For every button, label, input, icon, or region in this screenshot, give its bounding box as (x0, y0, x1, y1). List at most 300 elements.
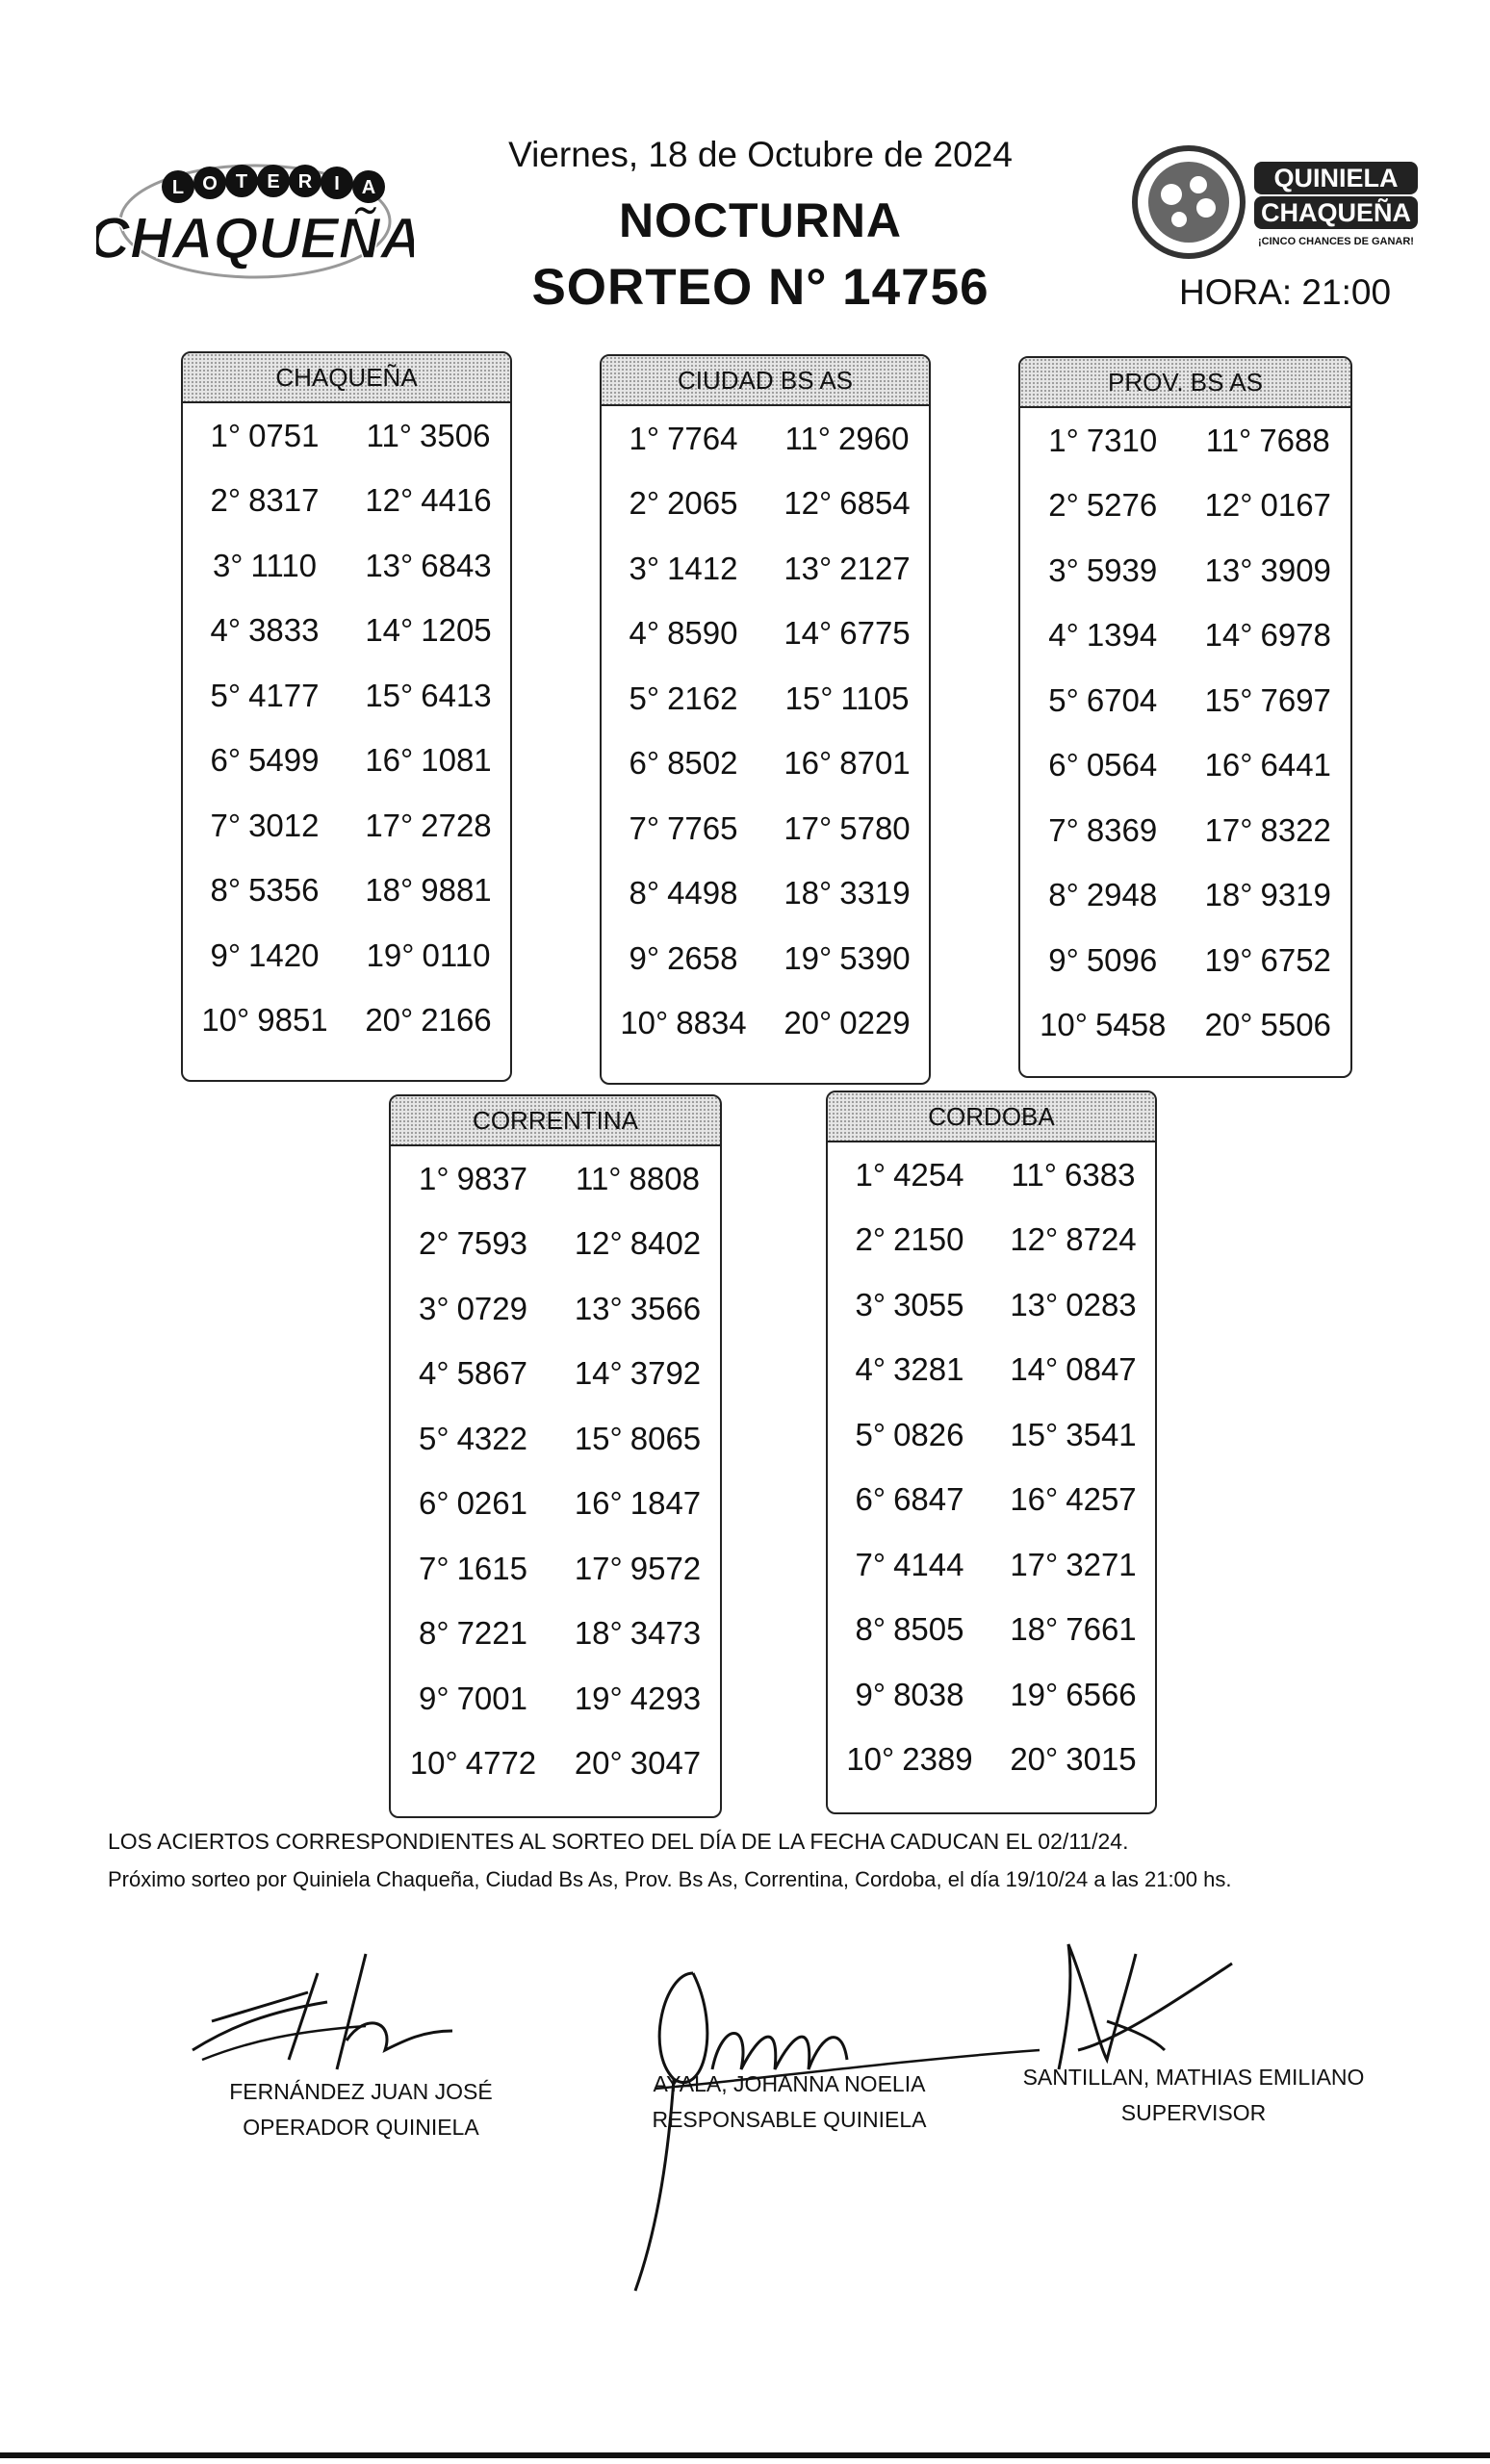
results-box-title: CHAQUEÑA (183, 353, 510, 403)
result-number: 3473 (629, 1615, 702, 1652)
result-row (183, 599, 510, 664)
draw-time: HORA: 21:00 (1178, 272, 1392, 312)
result-cell (1020, 487, 1186, 524)
result-cell (1186, 747, 1351, 783)
result-cell (602, 615, 765, 652)
result-cell (602, 940, 765, 977)
result-cell (347, 548, 510, 584)
result-number: 9572 (629, 1550, 702, 1586)
result-number: 9881 (421, 872, 492, 909)
result-cell (828, 1287, 991, 1323)
result-cell (347, 418, 510, 454)
result-number: 3281 (893, 1351, 964, 1388)
draw-date: Viernes, 18 de Octubre de 2024 (508, 135, 1013, 174)
result-position: 11° (784, 420, 832, 456)
result-position: 10° (1040, 1007, 1088, 1043)
result-number: 4177 (248, 677, 320, 713)
result-position: 3° (1048, 552, 1079, 588)
result-number: 6752 (1260, 941, 1331, 978)
result-number: 5506 (1260, 1007, 1331, 1043)
result-position: 14° (784, 615, 833, 652)
result-cell (555, 1551, 720, 1587)
result-number: 0283 (1066, 1286, 1137, 1322)
loteria-chaquena-logo (96, 144, 414, 279)
result-number: 0167 (1260, 487, 1331, 524)
result-number: 2065 (667, 485, 738, 522)
result-number: 3566 (629, 1290, 702, 1326)
result-row (1020, 668, 1350, 733)
result-number: 0826 (893, 1416, 964, 1452)
result-cell (347, 808, 510, 844)
result-cell (765, 745, 929, 782)
result-position: 17° (1010, 1546, 1059, 1582)
result-position: 6° (419, 1485, 450, 1522)
result-row (828, 1532, 1155, 1598)
logo-right-tagline: ¡CINCO CHANCES DE GANAR! (1258, 236, 1414, 247)
result-row (183, 793, 510, 859)
result-position: 6° (1048, 747, 1079, 783)
result-cell (602, 485, 765, 522)
result-cell (765, 551, 929, 587)
result-position: 9° (629, 939, 660, 976)
result-row (391, 1472, 720, 1537)
result-position: 12° (1204, 487, 1253, 524)
result-position: 8° (210, 872, 242, 909)
results-rows (183, 403, 510, 1053)
result-row (828, 1402, 1155, 1468)
result-cell (1186, 812, 1351, 849)
svg-text:I: I (334, 173, 340, 194)
result-cell (1020, 423, 1186, 459)
result-position: 5° (1048, 681, 1079, 718)
result-number: 6413 (421, 677, 492, 713)
result-cell (183, 742, 347, 779)
result-position: 1° (855, 1156, 886, 1193)
result-cell (602, 551, 765, 587)
results-box-chaquena (181, 351, 512, 1082)
result-position: 20° (365, 1002, 414, 1039)
svg-text:E: E (267, 171, 280, 192)
quiniela-logo-graphic (1121, 144, 1429, 270)
result-position: 7° (629, 809, 660, 846)
next-draw-note: Próximo sorteo por Quiniela Chaqueña, Ciudad Bs As, Prov. Bs As, Correntina, Cordoba, el día 19/10/24 a las 21:00 hs. (108, 1867, 1232, 1891)
result-position: 1° (1048, 422, 1079, 458)
svg-text:L: L (171, 177, 185, 198)
result-cell (1186, 682, 1351, 719)
result-cell (991, 1741, 1155, 1778)
result-number: 6704 (1086, 681, 1158, 718)
result-cell (602, 680, 765, 717)
result-position: 9° (419, 1680, 450, 1716)
result-number: 0564 (1086, 747, 1158, 783)
results-rows (1020, 408, 1350, 1058)
result-number: 2162 (667, 680, 738, 716)
result-row (391, 1406, 720, 1472)
signatory-role: OPERADOR QUINIELA (243, 2115, 479, 2140)
result-cell (765, 421, 929, 457)
result-cell (555, 1615, 720, 1652)
result-row (391, 1602, 720, 1667)
result-cell (602, 1005, 765, 1041)
result-cell (555, 1681, 720, 1717)
signatory-supervisor (1001, 2060, 1386, 2131)
result-cell (765, 680, 929, 717)
result-cell (1186, 617, 1351, 654)
results-box-title: CORRENTINA (391, 1096, 720, 1146)
result-row (1020, 993, 1350, 1059)
result-number: 6978 (1260, 617, 1331, 654)
result-position: 3° (419, 1290, 450, 1326)
result-position: 10° (846, 1741, 895, 1778)
result-number: 0847 (1066, 1351, 1137, 1388)
result-number: 7661 (1066, 1611, 1137, 1648)
result-position: 17° (574, 1550, 623, 1586)
result-position: 4° (419, 1355, 450, 1392)
results-box-title: CORDOBA (828, 1092, 1155, 1142)
result-cell (828, 1611, 991, 1648)
result-position: 17° (1204, 811, 1253, 848)
signatory-role: RESPONSABLE QUINIELA (652, 2107, 927, 2132)
result-position: 9° (210, 937, 242, 973)
result-number: 0261 (456, 1485, 527, 1522)
result-cell (991, 1547, 1155, 1583)
result-row (602, 406, 929, 472)
result-cell (602, 745, 765, 782)
result-position: 15° (784, 680, 834, 716)
result-row (183, 663, 510, 729)
result-cell (828, 1221, 991, 1258)
result-row (602, 796, 929, 861)
result-cell (765, 810, 929, 847)
result-cell (1186, 487, 1351, 524)
logo-left-brand-text: CHAQUEÑA (96, 206, 414, 270)
result-number: 3015 (1066, 1741, 1137, 1778)
result-row (602, 926, 929, 991)
result-number: 1847 (629, 1485, 702, 1522)
result-number: 2658 (667, 939, 738, 976)
result-number: 1394 (1086, 617, 1158, 654)
result-row (602, 732, 929, 797)
result-number: 8505 (893, 1611, 964, 1648)
result-number: 3055 (893, 1286, 964, 1322)
result-cell (391, 1225, 555, 1262)
result-cell (1020, 1007, 1186, 1043)
result-number: 8402 (629, 1225, 702, 1262)
result-number: 8590 (667, 615, 738, 652)
result-position: 16° (1010, 1481, 1059, 1518)
result-number: 6775 (839, 615, 911, 652)
result-number: 1615 (456, 1550, 527, 1586)
result-number: 3506 (420, 417, 491, 453)
result-number: 1205 (421, 612, 492, 649)
result-number: 4144 (893, 1546, 964, 1582)
result-cell (1020, 552, 1186, 589)
result-cell (183, 482, 347, 519)
result-position: 7° (1048, 811, 1079, 848)
result-cell (1020, 617, 1186, 654)
result-position: 10° (620, 1005, 669, 1041)
result-position: 15° (1010, 1416, 1059, 1452)
result-cell (183, 678, 347, 714)
result-row (828, 1272, 1155, 1338)
results-rows (602, 406, 929, 1056)
result-cell (555, 1485, 720, 1522)
result-cell (347, 872, 510, 909)
result-cell (991, 1351, 1155, 1388)
results-rows (391, 1146, 720, 1796)
result-position: 20° (1010, 1741, 1059, 1778)
result-position: 8° (629, 875, 660, 911)
result-number: 3541 (1066, 1416, 1137, 1452)
result-cell (183, 872, 347, 909)
result-number: 2389 (902, 1741, 973, 1778)
result-row (183, 988, 510, 1054)
result-number: 8317 (248, 482, 320, 519)
result-number: 3792 (629, 1355, 702, 1392)
result-number: 6441 (1260, 747, 1331, 783)
result-number: 3833 (248, 612, 320, 649)
result-position: 18° (784, 875, 833, 911)
result-position: 11° (576, 1160, 622, 1196)
result-position: 5° (419, 1420, 450, 1456)
result-row (391, 1666, 720, 1732)
result-cell (765, 940, 929, 977)
result-cell (555, 1225, 720, 1262)
result-cell (991, 1417, 1155, 1453)
result-cell (765, 615, 929, 652)
result-position: 5° (210, 677, 242, 713)
result-position: 17° (784, 809, 833, 846)
result-number: 6843 (421, 547, 492, 583)
result-position: 8° (1048, 877, 1079, 913)
result-number: 0110 (422, 937, 491, 973)
result-row (1020, 928, 1350, 993)
result-cell (183, 937, 347, 974)
result-cell (1186, 942, 1351, 979)
result-position: 13° (574, 1290, 623, 1326)
result-cell (828, 1351, 991, 1388)
result-row (183, 859, 510, 924)
result-number: 1110 (250, 547, 318, 583)
result-position: 9° (1048, 941, 1079, 978)
result-number: 2150 (893, 1221, 964, 1258)
result-position: 3° (629, 550, 660, 586)
signatory-responsable (616, 2066, 963, 2138)
result-number: 1412 (667, 550, 738, 586)
result-number: 2948 (1086, 877, 1158, 913)
result-number: 7688 (1259, 422, 1330, 458)
result-row (602, 991, 929, 1057)
result-row (391, 1536, 720, 1602)
signatory-operador (207, 2074, 515, 2145)
result-position: 7° (855, 1546, 886, 1582)
result-number: 6566 (1066, 1676, 1137, 1712)
result-row (828, 1468, 1155, 1533)
signatory-name: SANTILLAN, MATHIAS EMILIANO (1022, 2065, 1365, 2090)
result-number: 3271 (1066, 1546, 1137, 1582)
result-position: 20° (574, 1745, 623, 1782)
result-cell (828, 1157, 991, 1194)
result-row (1020, 538, 1350, 603)
result-row (391, 1146, 720, 1212)
result-position: 10° (409, 1745, 458, 1782)
result-number: 0729 (456, 1290, 527, 1326)
result-row (183, 533, 510, 599)
result-row (183, 469, 510, 534)
result-position: 12° (365, 482, 414, 519)
result-number: 4416 (421, 482, 492, 519)
result-position: 4° (629, 615, 660, 652)
result-number: 8322 (1260, 811, 1331, 848)
result-position: 6° (629, 745, 660, 782)
results-rows (828, 1142, 1155, 1792)
result-position: 18° (1010, 1611, 1059, 1648)
result-number: 5499 (248, 742, 320, 779)
signature-santillan (1020, 1935, 1309, 2079)
result-position: 16° (365, 742, 414, 779)
result-number: 4257 (1066, 1481, 1137, 1518)
draw-number: SORTEO N° 14756 (531, 259, 989, 316)
svg-text:T: T (235, 171, 248, 192)
result-cell (391, 1551, 555, 1587)
result-position: 15° (1204, 681, 1253, 718)
bottom-rule (0, 2452, 1490, 2458)
result-cell (347, 482, 510, 519)
result-cell (391, 1355, 555, 1392)
result-position: 11° (1205, 422, 1252, 458)
result-number: 7593 (456, 1225, 527, 1262)
result-position: 16° (784, 745, 833, 782)
result-row (602, 861, 929, 927)
result-position: 12° (574, 1225, 623, 1262)
signatory-role: SUPERVISOR (1120, 2100, 1267, 2125)
result-number: 2166 (421, 1002, 492, 1039)
result-number: 2960 (838, 420, 910, 456)
result-number: 0229 (839, 1005, 911, 1041)
result-number: 7310 (1086, 422, 1158, 458)
result-cell (1186, 877, 1351, 913)
result-position: 19° (1010, 1676, 1059, 1712)
result-cell (991, 1221, 1155, 1258)
result-row (828, 1338, 1155, 1403)
result-position: 1° (210, 417, 242, 453)
result-cell (391, 1485, 555, 1522)
result-cell (991, 1611, 1155, 1648)
result-number: 7001 (456, 1680, 527, 1716)
loteria-chaquena-logo-graphic (96, 144, 414, 279)
result-position: 17° (365, 807, 414, 843)
result-position: 4° (1048, 617, 1079, 654)
result-number: 3909 (1260, 552, 1331, 588)
result-position: 2° (629, 485, 660, 522)
result-position: 4° (210, 612, 242, 649)
result-number: 4254 (893, 1156, 964, 1193)
results-box-title: PROV. BS AS (1020, 358, 1350, 408)
result-cell (391, 1291, 555, 1327)
result-position: 13° (784, 550, 833, 586)
result-number: 8701 (839, 745, 911, 782)
result-position: 12° (1010, 1221, 1059, 1258)
result-position: 16° (1204, 747, 1253, 783)
result-position: 3° (212, 547, 244, 583)
result-number: 1081 (421, 742, 492, 779)
result-row (1020, 603, 1350, 669)
logo-right-line1: QUINIELA (1273, 164, 1399, 192)
result-cell (555, 1161, 720, 1197)
result-cell (828, 1481, 991, 1518)
result-position: 2° (419, 1225, 450, 1262)
result-number: 7765 (667, 809, 738, 846)
result-position: 5° (855, 1416, 886, 1452)
svg-text:A: A (361, 177, 376, 198)
result-position: 13° (1010, 1286, 1059, 1322)
result-cell (391, 1681, 555, 1717)
result-position: 4° (855, 1351, 886, 1388)
result-position: 6° (210, 742, 242, 779)
result-cell (183, 418, 347, 454)
result-cell (765, 875, 929, 911)
svg-text:O: O (202, 173, 218, 194)
result-position: 8° (855, 1611, 886, 1648)
result-number: 5276 (1086, 487, 1158, 524)
result-number: 9837 (456, 1160, 527, 1196)
result-row (828, 1728, 1155, 1793)
result-cell (555, 1355, 720, 1392)
result-cell (1186, 1007, 1351, 1043)
result-position: 7° (419, 1550, 450, 1586)
result-position: 15° (365, 677, 414, 713)
result-cell (183, 808, 347, 844)
result-number: 5096 (1086, 941, 1158, 978)
result-position: 20° (784, 1005, 833, 1041)
result-number: 8724 (1066, 1221, 1137, 1258)
result-position: 18° (1204, 877, 1253, 913)
result-cell (1186, 423, 1351, 459)
result-position: 16° (574, 1485, 623, 1522)
result-number: 4772 (465, 1745, 537, 1782)
result-number: 3012 (248, 807, 320, 843)
result-position: 15° (574, 1420, 623, 1456)
result-position: 20° (1204, 1007, 1253, 1043)
result-number: 6383 (1065, 1156, 1136, 1193)
results-box-cordoba (826, 1091, 1157, 1814)
result-cell (1020, 877, 1186, 913)
result-position: 14° (365, 612, 414, 649)
result-position: 5° (629, 680, 660, 716)
result-number: 3319 (839, 875, 911, 911)
result-position: 14° (574, 1355, 623, 1392)
result-row (1020, 474, 1350, 539)
result-number: 8808 (629, 1160, 700, 1196)
result-cell (391, 1421, 555, 1457)
result-cell (391, 1745, 555, 1782)
result-cell (1020, 747, 1186, 783)
result-row (1020, 863, 1350, 929)
result-cell (1020, 942, 1186, 979)
result-number: 5780 (839, 809, 911, 846)
result-number: 7221 (456, 1615, 527, 1652)
result-row (828, 1208, 1155, 1273)
result-position: 14° (1010, 1351, 1059, 1388)
result-number: 8038 (893, 1676, 964, 1712)
result-cell (828, 1417, 991, 1453)
result-number: 4498 (667, 875, 738, 911)
svg-text:R: R (297, 171, 313, 192)
result-cell (555, 1291, 720, 1327)
result-number: 5867 (456, 1355, 527, 1392)
result-position: 1° (419, 1160, 450, 1196)
results-box-ciudad-bs-as (600, 354, 931, 1085)
